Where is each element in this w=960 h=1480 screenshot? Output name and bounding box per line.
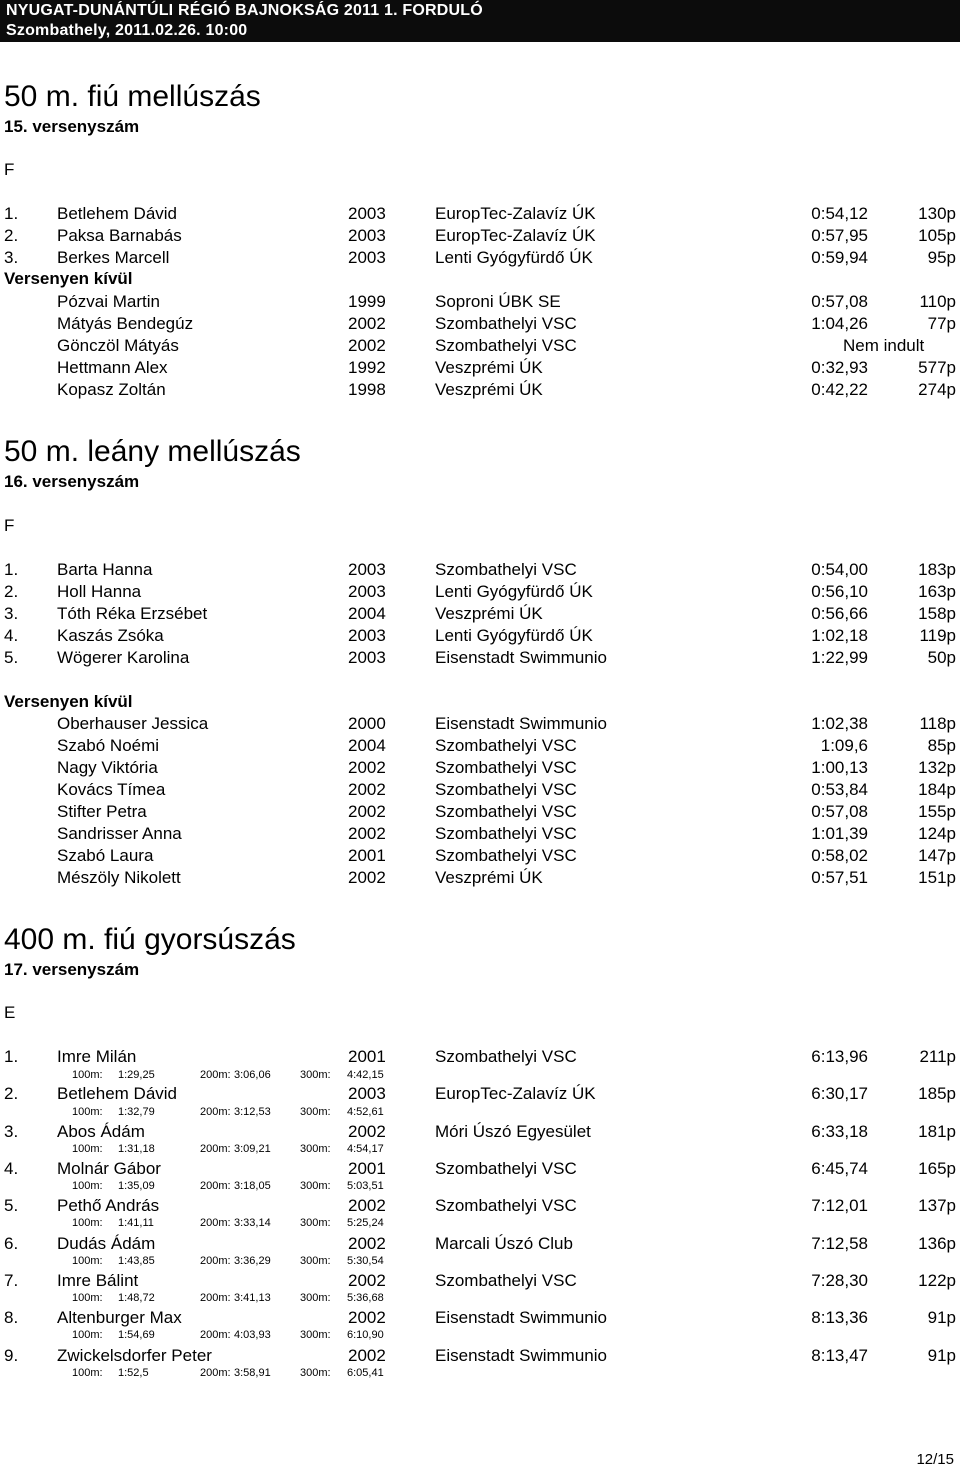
split-times (0, 1143, 960, 1157)
rank: 3. (4, 248, 19, 267)
club: Eisenstadt Swimmunio (435, 648, 607, 667)
competition-date: Szombathely, 2011.02.26. 10:00 (6, 22, 248, 39)
time: 0:54,12 (811, 204, 868, 223)
time: 0:59,94 (811, 248, 868, 267)
time: 0:57,08 (811, 292, 868, 311)
points: 119p (919, 626, 956, 645)
split-value: 1:52,5 (118, 1367, 149, 1379)
split-label: 200m: (200, 1180, 231, 1192)
points: 105p (918, 226, 956, 245)
result-row (0, 292, 960, 314)
birth-year: 2002 (348, 1308, 386, 1327)
birth-year: 2001 (348, 846, 386, 865)
time: 0:57,08 (811, 802, 868, 821)
category-label: E (4, 1003, 16, 1022)
page-number: 12/15 (916, 1451, 954, 1468)
birth-year: 1992 (348, 358, 386, 377)
club: Móri Úszó Egyesület (435, 1122, 591, 1141)
split-label: 300m: (300, 1217, 331, 1229)
swimmer-name: Abos Ádám (57, 1122, 145, 1141)
time: 0:56,10 (811, 582, 868, 601)
split-label: 300m: (300, 1106, 331, 1118)
birth-year: 2004 (348, 604, 386, 623)
club: EuropTec-Zalavíz ÚK (435, 204, 596, 223)
birth-year: 1999 (348, 292, 386, 311)
split-label: 300m: (300, 1143, 331, 1155)
split-value: 4:42,15 (347, 1069, 384, 1081)
swimmer-name: Gönczöl Mátyás (57, 336, 179, 355)
swimmer-name: Kopasz Zoltán (57, 380, 166, 399)
swimmer-name: Mészöly Nikolett (57, 868, 181, 887)
points: 185p (918, 1084, 956, 1103)
swimmer-name: Altenburger Max (57, 1308, 182, 1327)
points: 77p (927, 314, 956, 333)
club: Lenti Gyógyfürdő ÚK (435, 248, 593, 267)
split-label: 200m: (200, 1143, 231, 1155)
club: Szombathelyi VSC (435, 314, 577, 333)
points: 274p (918, 380, 956, 399)
rank: 6. (4, 1234, 19, 1253)
split-value: 5:30,54 (347, 1255, 384, 1267)
club: Szombathelyi VSC (435, 1159, 577, 1178)
result-row (0, 1196, 960, 1218)
result-row (0, 604, 960, 626)
split-times (0, 1329, 960, 1343)
points: 158p (918, 604, 956, 623)
swimmer-name: Szabó Laura (57, 846, 154, 865)
split-value: 4:03,93 (234, 1329, 271, 1341)
birth-year: 2003 (348, 248, 386, 267)
event-title: 50 m. leány mellúszás (4, 435, 301, 468)
split-label: 200m: (200, 1329, 231, 1341)
split-label: 300m: (300, 1292, 331, 1304)
split-value: 3:36,29 (234, 1255, 271, 1267)
club: Soproni ÚBK SE (435, 292, 561, 311)
result-row (0, 1159, 960, 1181)
split-label: 100m: (72, 1329, 103, 1341)
rank: 3. (4, 1122, 19, 1141)
time: 0:56,66 (811, 604, 868, 623)
club: Szombathelyi VSC (435, 758, 577, 777)
club: EuropTec-Zalavíz ÚK (435, 226, 596, 245)
split-label: 100m: (72, 1106, 103, 1118)
birth-year: 2001 (348, 1047, 386, 1066)
split-times (0, 1217, 960, 1231)
event-title: 400 m. fiú gyorsúszás (4, 923, 296, 956)
birth-year: 2003 (348, 1084, 386, 1103)
time: 1:02,38 (811, 714, 868, 733)
birth-year: 2002 (348, 1196, 386, 1215)
time: 1:04,26 (811, 314, 868, 333)
club: Lenti Gyógyfürdő ÚK (435, 626, 593, 645)
points: 136p (918, 1234, 956, 1253)
swimmer-name: Stifter Petra (57, 802, 147, 821)
points: 85p (927, 736, 956, 755)
split-label: 300m: (300, 1367, 331, 1379)
points: 124p (918, 824, 956, 843)
rank: 9. (4, 1346, 19, 1365)
club: Szombathelyi VSC (435, 1271, 577, 1290)
split-label: 100m: (72, 1069, 103, 1081)
swimmer-name: Betlehem Dávid (57, 1084, 178, 1103)
split-label: 100m: (72, 1180, 103, 1192)
event-number: 15. versenyszám (4, 117, 140, 136)
split-value: 3:41,13 (234, 1292, 271, 1304)
split-label: 200m: (200, 1292, 231, 1304)
split-label: 300m: (300, 1329, 331, 1341)
result-row (0, 736, 960, 758)
swimmer-name: Zwickelsdorfer Peter (57, 1346, 212, 1365)
club: Szombathelyi VSC (435, 780, 577, 799)
split-value: 3:06,06 (234, 1069, 271, 1081)
points: 130p (918, 204, 956, 223)
time: 1:00,13 (811, 758, 868, 777)
birth-year: 2002 (348, 780, 386, 799)
swimmer-name: Molnár Gábor (57, 1159, 161, 1178)
split-label: 300m: (300, 1069, 331, 1081)
points: 118p (919, 714, 956, 733)
split-value: 3:18,05 (234, 1180, 271, 1192)
birth-year: 2002 (348, 336, 386, 355)
time: 0:32,93 (811, 358, 868, 377)
category-label: F (4, 160, 15, 179)
result-row (0, 846, 960, 868)
split-label: 100m: (72, 1217, 103, 1229)
result-row (0, 1271, 960, 1293)
club: Szombathelyi VSC (435, 336, 577, 355)
points: 181p (918, 1122, 956, 1141)
result-row (0, 248, 960, 270)
rank: 8. (4, 1308, 19, 1327)
birth-year: 2002 (348, 758, 386, 777)
split-value: 1:35,09 (118, 1180, 155, 1192)
split-label: 100m: (72, 1292, 103, 1304)
swimmer-name: Nagy Viktória (57, 758, 158, 777)
club: Veszprémi ÚK (435, 868, 543, 887)
split-value: 3:12,53 (234, 1106, 271, 1118)
result-row (0, 1234, 960, 1256)
split-value: 5:25,24 (347, 1217, 384, 1229)
club: Szombathelyi VSC (435, 1047, 577, 1066)
result-row (0, 824, 960, 846)
split-label: 300m: (300, 1255, 331, 1267)
split-label: 100m: (72, 1255, 103, 1267)
club: Eisenstadt Swimmunio (435, 1346, 607, 1365)
club: Szombathelyi VSC (435, 560, 577, 579)
swimmer-name: Sandrisser Anna (57, 824, 182, 843)
swimmer-name: Szabó Noémi (57, 736, 160, 755)
swimmer-name: Betlehem Dávid (57, 204, 178, 223)
time: 1:01,39 (811, 824, 868, 843)
time: 0:58,02 (811, 846, 868, 865)
result-row (0, 1084, 960, 1106)
club: Veszprémi ÚK (435, 358, 543, 377)
time: 0:53,84 (811, 780, 868, 799)
swimmer-name: Kovács Tímea (57, 780, 166, 799)
points: 91p (927, 1308, 956, 1327)
swimmer-name: Paksa Barnabás (57, 226, 182, 245)
split-times (0, 1255, 960, 1269)
time: 1:02,18 (811, 626, 868, 645)
time: 0:42,22 (811, 380, 868, 399)
result-row (0, 582, 960, 604)
time: 6:13,96 (811, 1047, 868, 1066)
result-row (0, 1346, 960, 1368)
swimmer-name: Hettmann Alex (57, 358, 168, 377)
split-value: 5:36,68 (347, 1292, 384, 1304)
swimmer-name: Wögerer Karolina (57, 648, 190, 667)
birth-year: 2003 (348, 582, 386, 601)
result-row (0, 204, 960, 226)
rank: 7. (4, 1271, 19, 1290)
swimmer-name: Mátyás Bendegúz (57, 314, 194, 333)
club: Szombathelyi VSC (435, 736, 577, 755)
points: 122p (918, 1271, 956, 1290)
split-times (0, 1180, 960, 1194)
birth-year: 2002 (348, 824, 386, 843)
result-row (0, 226, 960, 248)
rank: 5. (4, 648, 19, 667)
swimmer-name: Kaszás Zsóka (57, 626, 164, 645)
split-value: 6:10,90 (347, 1329, 384, 1341)
rank: 4. (4, 626, 19, 645)
competition-title: NYUGAT-DUNÁNTÚLI RÉGIÓ BAJNOKSÁG 2011 1. FORDULÓ (6, 2, 483, 19)
rank: 2. (4, 1084, 19, 1103)
club: Veszprémi ÚK (435, 604, 543, 623)
birth-year: 2003 (348, 226, 386, 245)
birth-year: 2003 (348, 626, 386, 645)
split-label: 100m: (72, 1143, 103, 1155)
club: Eisenstadt Swimmunio (435, 714, 607, 733)
split-value: 3:09,21 (234, 1143, 271, 1155)
birth-year: 2002 (348, 868, 386, 887)
event-number: 17. versenyszám (4, 960, 140, 979)
club: Szombathelyi VSC (435, 824, 577, 843)
result-row (0, 626, 960, 648)
split-value: 1:54,69 (118, 1329, 155, 1341)
birth-year: 2003 (348, 648, 386, 667)
split-value: 1:41,11 (118, 1217, 154, 1229)
event-title: 50 m. fiú mellúszás (4, 80, 261, 113)
time: 7:12,58 (811, 1234, 868, 1253)
birth-year: 2002 (348, 1234, 386, 1253)
split-times (0, 1292, 960, 1306)
time: 6:33,18 (811, 1122, 868, 1141)
rank: 3. (4, 604, 19, 623)
split-value: 1:32,79 (118, 1106, 155, 1118)
time: 6:30,17 (811, 1084, 868, 1103)
split-value: 1:29,25 (118, 1069, 155, 1081)
time: 7:12,01 (811, 1196, 868, 1215)
swimmer-name: Barta Hanna (57, 560, 153, 579)
points: 95p (927, 248, 956, 267)
birth-year: 2001 (348, 1159, 386, 1178)
birth-year: 2003 (348, 560, 386, 579)
result-row (0, 714, 960, 736)
rank: 2. (4, 226, 19, 245)
outside-competition-label: Versenyen kívül (4, 692, 133, 711)
club: Lenti Gyógyfürdő ÚK (435, 582, 593, 601)
result-row (0, 336, 960, 358)
points: 155p (918, 802, 956, 821)
rank: 1. (4, 1047, 19, 1066)
rank: 1. (4, 204, 19, 223)
split-value: 6:05,41 (347, 1367, 384, 1379)
result-row (0, 314, 960, 336)
time: 0:54,00 (811, 560, 868, 579)
club: Szombathelyi VSC (435, 802, 577, 821)
swimmer-name: Imre Milán (57, 1047, 137, 1066)
time: 1:22,99 (811, 648, 868, 667)
swimmer-name: Pózvai Martin (57, 292, 160, 311)
birth-year: 2003 (348, 204, 386, 223)
rank: 1. (4, 560, 19, 579)
result-row (0, 802, 960, 824)
points: 183p (918, 560, 956, 579)
split-times (0, 1069, 960, 1083)
swimmer-name: Oberhauser Jessica (57, 714, 209, 733)
time: 0:57,95 (811, 226, 868, 245)
split-label: 200m: (200, 1367, 231, 1379)
points: 147p (918, 846, 956, 865)
club: Veszprémi ÚK (435, 380, 543, 399)
swimmer-name: Imre Bálint (57, 1271, 139, 1290)
points: 211p (919, 1047, 956, 1066)
split-label: 200m: (200, 1069, 231, 1081)
status: Nem indult (843, 336, 925, 355)
time: 6:45,74 (811, 1159, 868, 1178)
points: 165p (918, 1159, 956, 1178)
birth-year: 1998 (348, 380, 386, 399)
club: Szombathelyi VSC (435, 1196, 577, 1215)
split-label: 200m: (200, 1255, 231, 1267)
result-row (0, 380, 960, 402)
club: EuropTec-Zalavíz ÚK (435, 1084, 596, 1103)
birth-year: 2000 (348, 714, 386, 733)
swimmer-name: Holl Hanna (57, 582, 142, 601)
birth-year: 2002 (348, 1122, 386, 1141)
split-times (0, 1106, 960, 1120)
result-row (0, 560, 960, 582)
time: 0:57,51 (811, 868, 868, 887)
time: 1:09,6 (820, 736, 868, 755)
club: Eisenstadt Swimmunio (435, 1308, 607, 1327)
result-row (0, 1308, 960, 1330)
swimmer-name: Dudás Ádám (57, 1234, 156, 1253)
split-label: 100m: (72, 1367, 103, 1379)
rank: 4. (4, 1159, 19, 1178)
points: 91p (927, 1346, 956, 1365)
result-row (0, 648, 960, 670)
rank: 5. (4, 1196, 19, 1215)
split-label: 200m: (200, 1106, 231, 1118)
split-value: 1:48,72 (118, 1292, 155, 1304)
swimmer-name: Pethő András (57, 1196, 160, 1215)
result-row (0, 1047, 960, 1069)
rank: 2. (4, 582, 19, 601)
birth-year: 2002 (348, 314, 386, 333)
points: 184p (918, 780, 956, 799)
birth-year: 2004 (348, 736, 386, 755)
split-value: 4:52,61 (347, 1106, 384, 1118)
club: Szombathelyi VSC (435, 846, 577, 865)
club: Marcali Úszó Club (435, 1234, 573, 1253)
points: 110p (919, 292, 956, 311)
points: 577p (918, 358, 956, 377)
result-row (0, 758, 960, 780)
event-number: 16. versenyszám (4, 472, 140, 491)
split-label: 300m: (300, 1180, 331, 1192)
result-row (0, 780, 960, 802)
points: 163p (918, 582, 956, 601)
points: 132p (918, 758, 956, 777)
split-value: 4:54,17 (347, 1143, 384, 1155)
swimmer-name: Berkes Marcell (57, 248, 170, 267)
birth-year: 2002 (348, 1271, 386, 1290)
split-times (0, 1367, 960, 1381)
result-row (0, 358, 960, 380)
points: 50p (927, 648, 956, 667)
result-row (0, 868, 960, 890)
split-value: 3:58,91 (234, 1367, 271, 1379)
swimmer-name: Tóth Réka Erzsébet (57, 604, 208, 623)
birth-year: 2002 (348, 802, 386, 821)
split-value: 3:33,14 (234, 1217, 271, 1229)
points: 151p (918, 868, 956, 887)
split-value: 1:43,85 (118, 1255, 155, 1267)
split-value: 5:03,51 (347, 1180, 384, 1192)
time: 8:13,36 (811, 1308, 868, 1327)
split-label: 200m: (200, 1217, 231, 1229)
birth-year: 2002 (348, 1346, 386, 1365)
time: 7:28,30 (811, 1271, 868, 1290)
category-label: F (4, 516, 15, 535)
result-row (0, 1122, 960, 1144)
time: 8:13,47 (811, 1346, 868, 1365)
outside-competition-label: Versenyen kívül (4, 269, 133, 288)
points: 137p (918, 1196, 956, 1215)
split-value: 1:31,18 (118, 1143, 155, 1155)
